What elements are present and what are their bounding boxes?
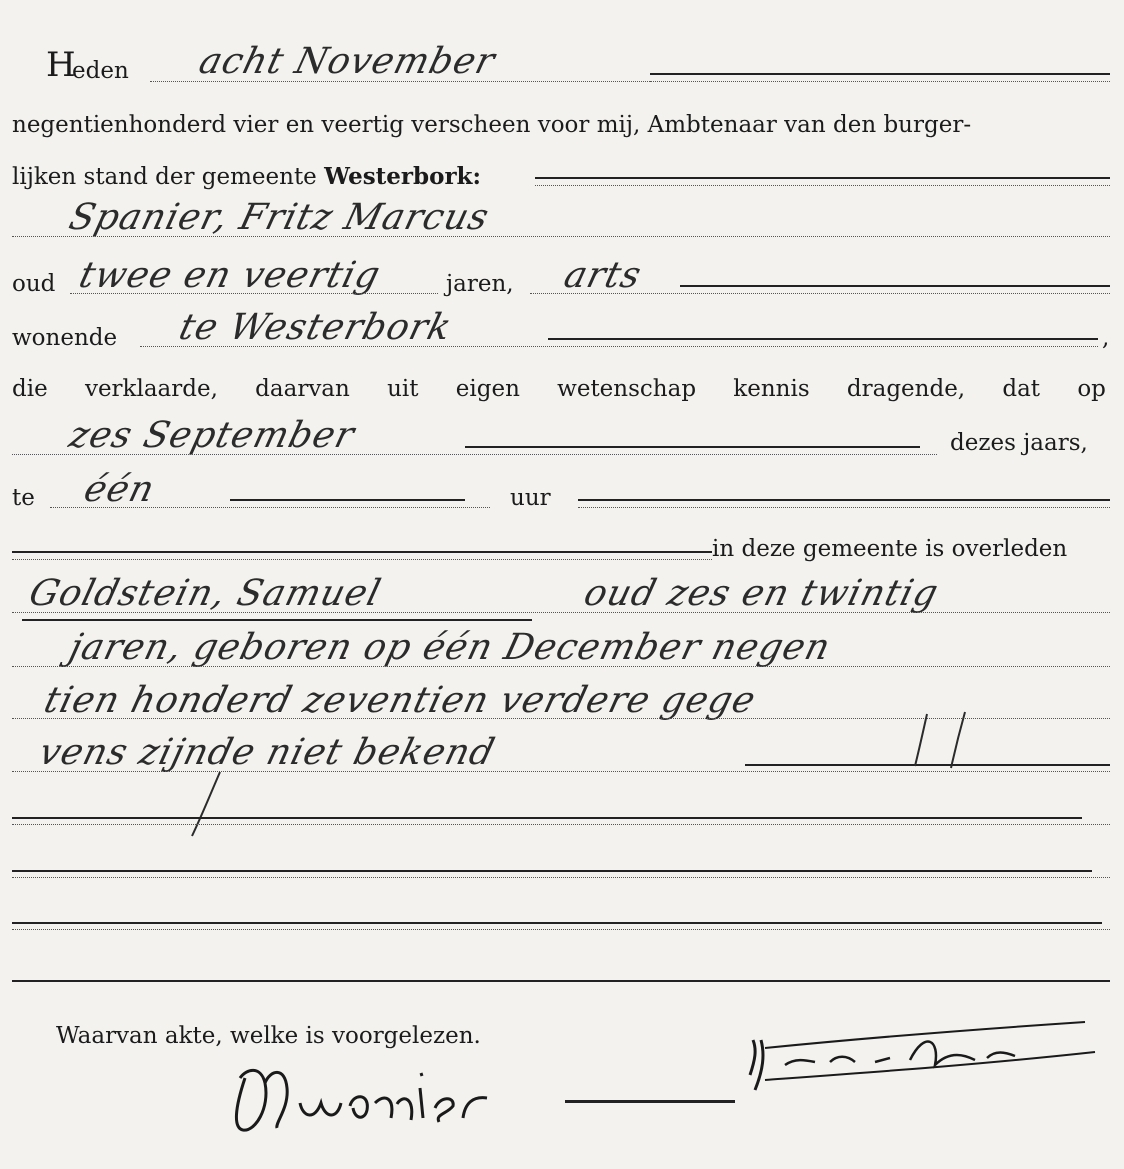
signature-dash xyxy=(565,1100,735,1103)
handwritten-body-line2: jaren, geboren op één December negen xyxy=(65,627,835,668)
handwritten-deceased-name: Goldstein, Samuel xyxy=(25,573,386,614)
deceased-name-underline xyxy=(22,619,532,621)
death-date-dotted-line xyxy=(12,454,937,455)
age-dotted-line xyxy=(70,293,438,294)
body-dotted-line-4 xyxy=(12,771,1110,772)
empty-fill-line-2 xyxy=(12,870,1092,872)
jaren-label: jaren, xyxy=(446,271,514,297)
handwritten-body-line3: tien honderd zeventien verdere gege xyxy=(40,680,761,721)
handwritten-residence: te Westerbork xyxy=(175,307,457,348)
signature-registrar xyxy=(725,1010,1110,1110)
printed-line-municipality xyxy=(12,165,481,189)
body-dotted-line-1 xyxy=(12,612,1110,613)
signature-spanier xyxy=(225,1048,515,1138)
decl-word-9: op xyxy=(1077,376,1106,402)
heden-label: eden xyxy=(72,58,129,84)
decl-word-1: verklaarde, xyxy=(84,376,218,402)
closing-rule xyxy=(12,980,1110,982)
residence-comma: , xyxy=(1102,325,1110,351)
residence-fill-line xyxy=(548,338,1098,340)
oud-label: oud xyxy=(12,271,56,297)
municipality-colon: : xyxy=(472,163,481,190)
overleden-dotted-line xyxy=(12,559,712,560)
overleden-fill-line xyxy=(12,551,712,553)
empty-dotted-line-1 xyxy=(12,824,1110,825)
death-date-fill-line xyxy=(465,446,920,448)
residence-dotted-line xyxy=(140,346,1098,347)
decl-word-3: uit xyxy=(387,376,419,402)
handwritten-declarant: Spanier, Fritz Marcus xyxy=(65,197,494,238)
decl-word-6: kennis xyxy=(733,376,810,402)
handwritten-body-line4: vens zijnde niet bekend xyxy=(35,732,500,773)
empty-fill-line-1 xyxy=(12,817,1082,819)
municipality-name: Westerbork xyxy=(324,163,473,190)
heden-initial: H xyxy=(46,45,76,85)
empty-dotted-line-2 xyxy=(12,877,1110,878)
municipality-fill-line xyxy=(535,177,1110,179)
decl-word-2: daarvan xyxy=(255,376,350,402)
profession-fill-line xyxy=(680,285,1110,287)
declarant-dotted-line xyxy=(12,236,1110,237)
empty-fill-line-3 xyxy=(12,922,1102,924)
hour-fill-line xyxy=(230,499,465,501)
handwritten-profession: arts xyxy=(560,255,646,296)
decl-word-0: die xyxy=(12,376,48,402)
waarvan-akte-label: Waarvan akte, welke is voorgelezen. xyxy=(56,1023,481,1049)
empty-dotted-line-3 xyxy=(12,929,1110,930)
wonende-label: wonende xyxy=(12,325,118,351)
uur-dotted-line xyxy=(578,507,1110,508)
profession-dotted-line xyxy=(530,293,1110,294)
decl-word-4: eigen xyxy=(455,376,520,402)
heden-fill-line xyxy=(650,73,1110,75)
municipality-prefix: lijken stand der gemeente xyxy=(12,164,317,190)
body-dotted-line-2 xyxy=(12,666,1110,667)
handwritten-date-day: acht November xyxy=(195,41,500,82)
decl-word-7: dragende, xyxy=(846,376,966,402)
handwritten-age: twee en veertig xyxy=(75,255,385,296)
uur-fill-line xyxy=(578,499,1110,501)
printed-line-declaration xyxy=(12,378,1106,401)
printed-line-year: negentienhonderd vier en veertig verscheen voor mij, Ambtenaar van den burger- xyxy=(12,112,972,138)
dezes-jaars-label: dezes jaars, xyxy=(950,430,1088,456)
te-label: te xyxy=(12,485,35,511)
uur-label: uur xyxy=(510,485,551,511)
pen-stroke-double-slash xyxy=(905,710,975,770)
hour-dotted-line xyxy=(50,507,490,508)
municipality-dotted-line xyxy=(535,185,1110,186)
handwritten-body-line1: oud zes en twintig xyxy=(580,573,943,614)
overleden-label: in deze gemeente is overleden xyxy=(712,536,1068,562)
decl-word-5: wetenschap xyxy=(557,376,697,402)
heden-dotted-line-2 xyxy=(650,81,1110,82)
handwritten-hour: één xyxy=(80,469,160,510)
decl-word-8: dat xyxy=(1002,376,1041,402)
handwritten-death-date: zes September xyxy=(65,415,359,456)
pen-stroke-slash xyxy=(180,770,240,840)
